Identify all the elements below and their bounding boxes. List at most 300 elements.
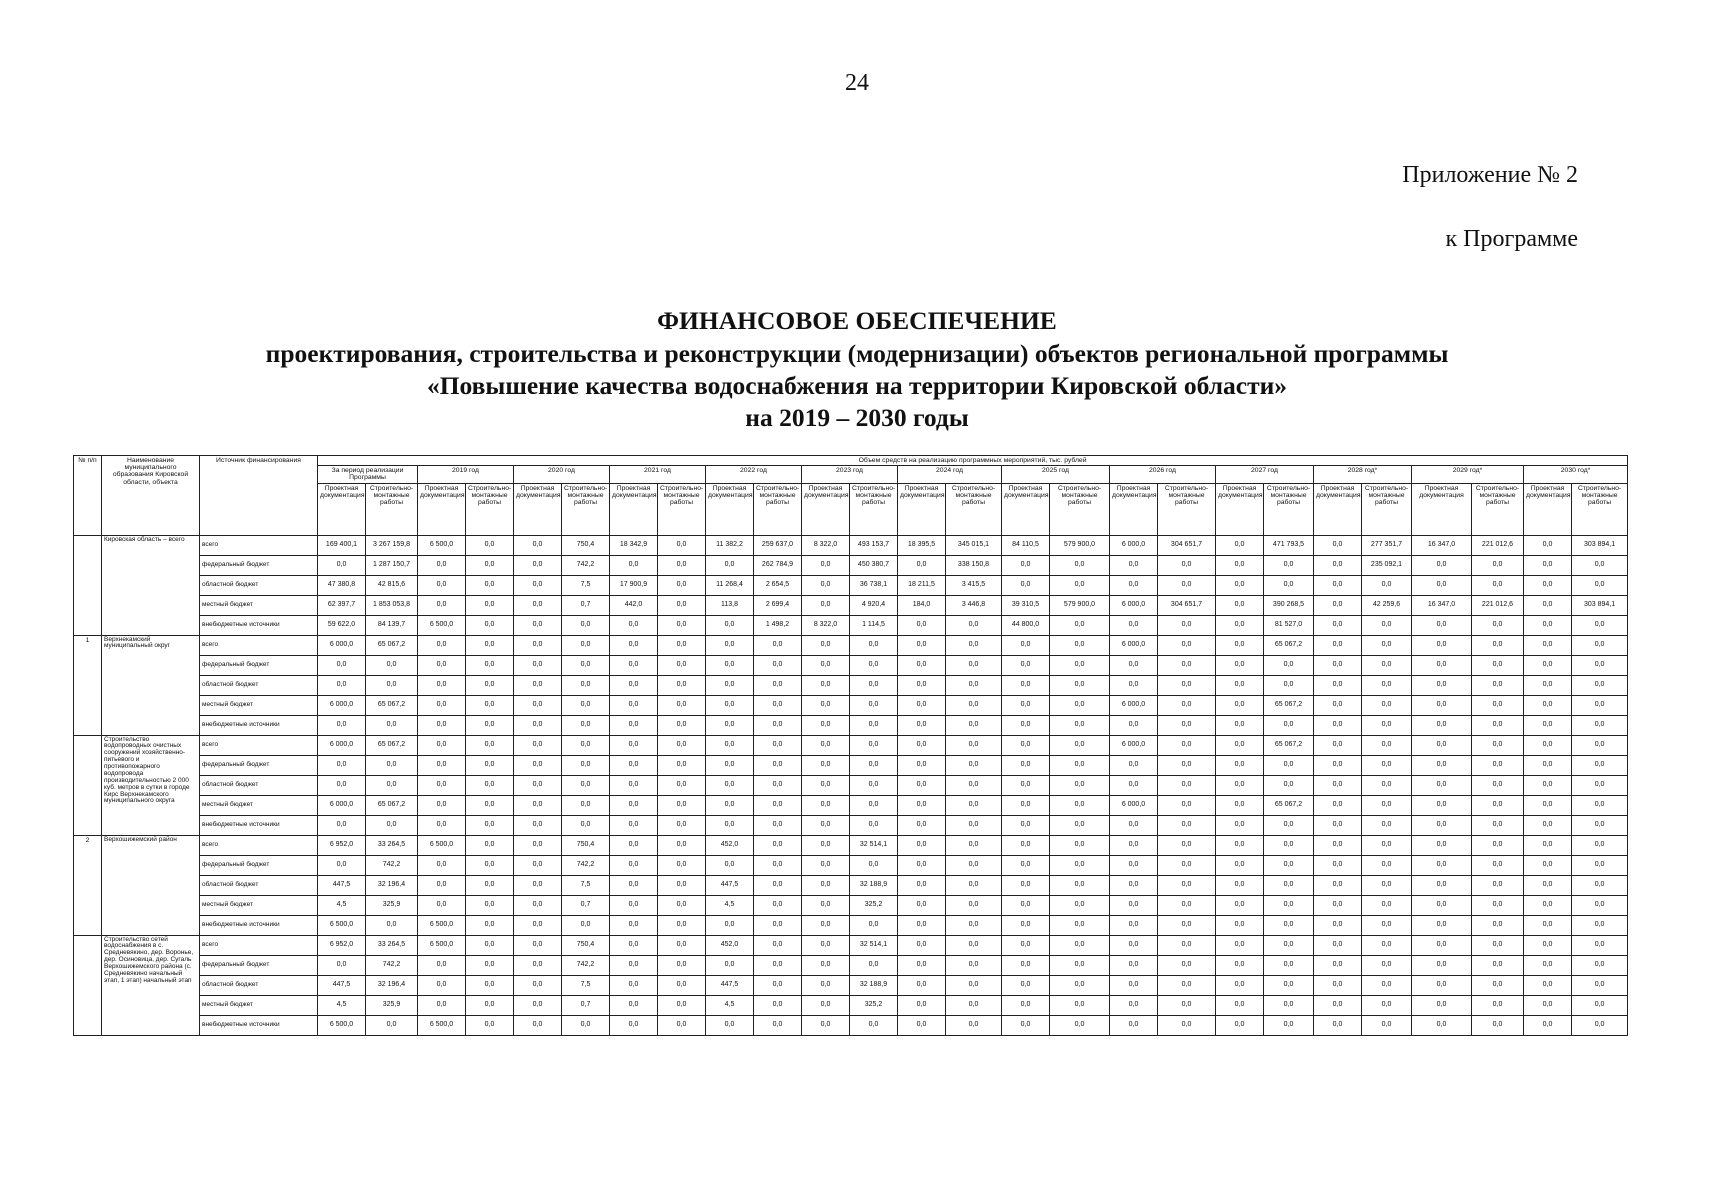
value-cell: 0,0	[1524, 535, 1572, 555]
value-cell: 0,0	[898, 895, 946, 915]
value-cell: 742,2	[366, 955, 418, 975]
value-cell: 0,0	[1314, 855, 1362, 875]
value-cell: 0,0	[418, 815, 466, 835]
value-cell: 0,0	[418, 975, 466, 995]
value-cell: 0,0	[1572, 655, 1628, 675]
value-cell: 1 498,2	[754, 615, 802, 635]
value-cell: 0,0	[1524, 875, 1572, 895]
value-cell: 0,0	[946, 755, 1002, 775]
value-cell: 0,0	[1314, 955, 1362, 975]
table-row	[74, 595, 1628, 615]
value-cell: 0,0	[1572, 775, 1628, 795]
value-cell: 0,0	[658, 615, 706, 635]
value-cell: 0,0	[1472, 855, 1524, 875]
value-cell: 0,0	[850, 855, 898, 875]
header-design-docs: Проектная документация	[318, 483, 366, 535]
value-cell: 0,0	[1412, 835, 1472, 855]
value-cell: 493 153,7	[850, 535, 898, 555]
value-cell: 0,0	[514, 935, 562, 955]
header-construction-works: Строительно-монтажные работы	[1362, 483, 1412, 535]
value-cell: 0,0	[706, 675, 754, 695]
value-cell: 0,0	[1524, 635, 1572, 655]
value-cell: 0,0	[1314, 775, 1362, 795]
value-cell: 0,0	[1314, 875, 1362, 895]
value-cell: 0,0	[754, 855, 802, 875]
value-cell: 0,0	[658, 915, 706, 935]
value-cell: 0,0	[1002, 675, 1050, 695]
header-construction-works: Строительно-монтажные работы	[658, 483, 706, 535]
header-number: № п/п	[74, 456, 102, 536]
value-cell: 0,0	[1314, 655, 1362, 675]
value-cell: 0,0	[1158, 695, 1216, 715]
value-cell: 0,0	[466, 955, 514, 975]
value-cell: 0,0	[850, 635, 898, 655]
value-cell: 0,0	[1524, 895, 1572, 915]
value-cell: 33 264,5	[366, 935, 418, 955]
value-cell: 0,0	[514, 575, 562, 595]
value-cell: 0,0	[1002, 635, 1050, 655]
value-cell: 39 310,5	[1002, 595, 1050, 615]
value-cell: 0,0	[1050, 895, 1110, 915]
value-cell: 0,0	[466, 535, 514, 555]
value-cell: 0,0	[1158, 815, 1216, 835]
value-cell: 0,0	[1412, 955, 1472, 975]
value-cell: 0,0	[1362, 915, 1412, 935]
value-cell: 0,0	[366, 755, 418, 775]
value-cell: 0,0	[1216, 795, 1264, 815]
value-cell: 0,0	[1002, 815, 1050, 835]
table-row	[74, 855, 1628, 875]
value-cell: 32 196,4	[366, 875, 418, 895]
value-cell: 0,0	[898, 795, 946, 815]
header-construction-works: Строительно-монтажные работы	[1572, 483, 1628, 535]
value-cell: 0,0	[754, 955, 802, 975]
value-cell: 0,0	[1216, 895, 1264, 915]
value-cell: 0,0	[946, 1015, 1002, 1035]
value-cell: 0,0	[318, 655, 366, 675]
value-cell: 0,0	[514, 555, 562, 575]
value-cell: 0,0	[1002, 895, 1050, 915]
value-cell: 0,0	[946, 935, 1002, 955]
value-cell: 442,0	[610, 595, 658, 615]
value-cell: 0,0	[418, 555, 466, 575]
value-cell: 0,0	[898, 915, 946, 935]
value-cell: 0,0	[466, 655, 514, 675]
value-cell: 0,0	[898, 975, 946, 995]
value-cell: 0,0	[1050, 735, 1110, 755]
value-cell: 338 150,8	[946, 555, 1002, 575]
value-cell: 0,0	[1524, 795, 1572, 815]
value-cell: 0,0	[1110, 755, 1158, 775]
value-cell: 0,0	[1524, 955, 1572, 975]
value-cell: 59 622,0	[318, 615, 366, 635]
header-construction-works: Строительно-монтажные работы	[850, 483, 898, 535]
value-cell: 18 395,5	[898, 535, 946, 555]
value-cell: 8 322,0	[802, 615, 850, 635]
value-cell: 0,0	[706, 655, 754, 675]
value-cell: 0,0	[1002, 915, 1050, 935]
value-cell: 0,0	[754, 795, 802, 815]
value-cell: 0,0	[418, 715, 466, 735]
value-cell: 0,0	[1216, 655, 1264, 675]
value-cell: 0,0	[466, 935, 514, 955]
value-cell: 0,0	[802, 975, 850, 995]
value-cell: 0,0	[318, 675, 366, 695]
value-cell: 0,0	[658, 835, 706, 855]
value-cell: 0,0	[318, 815, 366, 835]
value-cell: 0,0	[946, 895, 1002, 915]
value-cell: 0,0	[706, 1015, 754, 1035]
value-cell: 0,0	[1412, 915, 1472, 935]
value-cell: 0,0	[850, 755, 898, 775]
funding-source: местный бюджет	[200, 995, 318, 1015]
value-cell: 0,0	[1002, 835, 1050, 855]
value-cell: 6 000,0	[318, 735, 366, 755]
value-cell: 0,0	[802, 915, 850, 935]
value-cell: 0,0	[1264, 875, 1314, 895]
value-cell: 0,0	[898, 655, 946, 675]
value-cell: 0,0	[418, 775, 466, 795]
value-cell: 325,9	[366, 995, 418, 1015]
value-cell: 0,0	[802, 555, 850, 575]
value-cell: 36 738,1	[850, 575, 898, 595]
header-design-docs: Проектная документация	[1314, 483, 1362, 535]
value-cell: 0,0	[1002, 715, 1050, 735]
funding-source: областной бюджет	[200, 675, 318, 695]
value-cell: 0,0	[418, 675, 466, 695]
value-cell: 6 000,0	[318, 795, 366, 815]
value-cell: 0,0	[1572, 975, 1628, 995]
value-cell: 0,0	[418, 795, 466, 815]
value-cell: 42 259,6	[1362, 595, 1412, 615]
value-cell: 32 196,4	[366, 975, 418, 995]
group-name: Строительство сетей водоснабжения в с. Средневякино, дер. Воронье, дер. Осиновица, дер. Сугаль Верхошижемского района (с. Средневякино начальный этап, 1 этап) начальный этап	[102, 935, 200, 1035]
value-cell: 0,0	[1002, 975, 1050, 995]
value-cell: 0,0	[850, 795, 898, 815]
value-cell: 2 699,4	[754, 595, 802, 615]
value-cell: 325,9	[366, 895, 418, 915]
value-cell: 0,0	[318, 715, 366, 735]
value-cell: 0,0	[1572, 835, 1628, 855]
value-cell: 6 000,0	[318, 695, 366, 715]
value-cell: 0,0	[898, 935, 946, 955]
value-cell: 0,0	[1362, 715, 1412, 735]
value-cell: 0,0	[1314, 755, 1362, 775]
table-row	[74, 995, 1628, 1015]
value-cell: 0,0	[1216, 555, 1264, 575]
value-cell: 0,0	[1158, 555, 1216, 575]
appendix-label: Приложение № 2	[1402, 162, 1578, 188]
value-cell: 0,0	[1216, 675, 1264, 695]
value-cell: 0,0	[1472, 555, 1524, 575]
header-design-docs: Проектная документация	[1216, 483, 1264, 535]
value-cell: 0,0	[1314, 735, 1362, 755]
value-cell: 0,0	[946, 855, 1002, 875]
value-cell: 0,0	[610, 1015, 658, 1035]
value-cell: 0,0	[1216, 815, 1264, 835]
value-cell: 0,0	[1412, 1015, 1472, 1035]
value-cell: 0,0	[1216, 995, 1264, 1015]
value-cell: 0,0	[1412, 755, 1472, 775]
value-cell: 6 000,0	[1110, 595, 1158, 615]
value-cell: 0,0	[1314, 895, 1362, 915]
value-cell: 0,0	[1110, 1015, 1158, 1035]
value-cell: 0,7	[562, 595, 610, 615]
value-cell: 113,8	[706, 595, 754, 615]
value-cell: 0,0	[1216, 615, 1264, 635]
value-cell: 0,0	[1158, 915, 1216, 935]
value-cell: 0,0	[514, 595, 562, 615]
value-cell: 0,0	[1158, 855, 1216, 875]
value-cell: 0,0	[610, 935, 658, 955]
value-cell: 0,0	[898, 955, 946, 975]
value-cell: 0,0	[610, 715, 658, 735]
value-cell: 0,0	[658, 735, 706, 755]
value-cell: 0,0	[1412, 995, 1472, 1015]
value-cell: 0,0	[802, 1015, 850, 1035]
value-cell: 32 514,1	[850, 935, 898, 955]
value-cell: 0,0	[946, 615, 1002, 635]
group-number	[74, 935, 102, 1035]
table-row	[74, 615, 1628, 635]
value-cell: 0,0	[514, 695, 562, 715]
page-number: 24	[845, 70, 869, 96]
value-cell: 579 900,0	[1050, 595, 1110, 615]
value-cell: 0,0	[1524, 775, 1572, 795]
value-cell: 0,0	[1158, 735, 1216, 755]
value-cell: 0,0	[1362, 955, 1412, 975]
value-cell: 0,0	[1362, 1015, 1412, 1035]
value-cell: 0,0	[1314, 995, 1362, 1015]
group-number: 1	[74, 635, 102, 735]
value-cell: 0,0	[1572, 715, 1628, 735]
table-row	[74, 915, 1628, 935]
table-row	[74, 895, 1628, 915]
value-cell: 303 894,1	[1572, 535, 1628, 555]
value-cell: 0,0	[1472, 575, 1524, 595]
value-cell: 0,0	[658, 595, 706, 615]
value-cell: 6 500,0	[418, 915, 466, 935]
value-cell: 447,5	[706, 975, 754, 995]
value-cell: 0,0	[1110, 775, 1158, 795]
table-row	[74, 535, 1628, 555]
value-cell: 750,4	[562, 835, 610, 855]
value-cell: 0,0	[1362, 795, 1412, 815]
value-cell: 0,7	[562, 995, 610, 1015]
value-cell: 65 067,2	[366, 735, 418, 755]
value-cell: 0,0	[418, 575, 466, 595]
value-cell: 0,0	[1314, 575, 1362, 595]
value-cell: 750,4	[562, 535, 610, 555]
value-cell: 0,0	[706, 635, 754, 655]
value-cell: 0,0	[1002, 855, 1050, 875]
value-cell: 0,0	[1412, 715, 1472, 735]
value-cell: 32 188,9	[850, 875, 898, 895]
value-cell: 0,0	[1412, 895, 1472, 915]
value-cell: 0,0	[1472, 995, 1524, 1015]
value-cell: 0,0	[610, 635, 658, 655]
value-cell: 0,0	[610, 735, 658, 755]
value-cell: 0,0	[754, 695, 802, 715]
value-cell: 0,0	[1158, 755, 1216, 775]
value-cell: 0,0	[1314, 835, 1362, 855]
table-row	[74, 695, 1628, 715]
value-cell: 0,0	[1572, 695, 1628, 715]
value-cell: 0,0	[562, 675, 610, 695]
value-cell: 0,0	[1472, 835, 1524, 855]
header-period: 2024 год	[898, 466, 1002, 483]
value-cell: 0,0	[658, 775, 706, 795]
value-cell: 0,0	[1158, 875, 1216, 895]
value-cell: 0,0	[1572, 995, 1628, 1015]
header-period: 2021 год	[610, 466, 706, 483]
funding-source: федеральный бюджет	[200, 555, 318, 575]
value-cell: 0,0	[1362, 575, 1412, 595]
value-cell: 0,0	[1050, 675, 1110, 695]
value-cell: 0,0	[610, 655, 658, 675]
value-cell: 0,0	[318, 775, 366, 795]
value-cell: 742,2	[366, 855, 418, 875]
value-cell: 3 446,8	[946, 595, 1002, 615]
value-cell: 0,0	[562, 755, 610, 775]
value-cell: 0,0	[1110, 875, 1158, 895]
value-cell: 0,0	[1110, 955, 1158, 975]
value-cell: 0,0	[946, 995, 1002, 1015]
value-cell: 0,0	[946, 915, 1002, 935]
value-cell: 0,0	[1002, 735, 1050, 755]
funding-source: внебюджетные источники	[200, 815, 318, 835]
value-cell: 0,0	[610, 555, 658, 575]
value-cell: 0,0	[514, 995, 562, 1015]
group-name: Строительство водопроводных очистных сооружений хозяйственно-питьевого и противопожарного водопровода производительностью 2 000 куб. метров в сутки в городе Кирс Верхнекамского муниципального округа	[102, 735, 200, 835]
value-cell: 0,0	[1050, 555, 1110, 575]
value-cell: 0,0	[1362, 895, 1412, 915]
value-cell: 0,0	[466, 795, 514, 815]
value-cell: 0,0	[1158, 675, 1216, 695]
value-cell: 65 067,2	[366, 635, 418, 655]
value-cell: 0,0	[946, 975, 1002, 995]
value-cell: 0,0	[1362, 755, 1412, 775]
value-cell: 65 067,2	[366, 695, 418, 715]
value-cell: 0,0	[366, 675, 418, 695]
value-cell: 0,0	[1158, 995, 1216, 1015]
value-cell: 0,0	[754, 715, 802, 735]
value-cell: 0,0	[318, 555, 366, 575]
value-cell: 81 527,0	[1264, 615, 1314, 635]
value-cell: 0,0	[802, 715, 850, 735]
value-cell: 0,0	[610, 875, 658, 895]
value-cell: 0,0	[1412, 975, 1472, 995]
value-cell: 0,0	[466, 595, 514, 615]
value-cell: 0,0	[1362, 975, 1412, 995]
value-cell: 0,0	[1472, 1015, 1524, 1035]
value-cell: 0,0	[562, 655, 610, 675]
value-cell: 0,0	[1472, 775, 1524, 795]
value-cell: 0,0	[898, 995, 946, 1015]
value-cell: 0,0	[706, 815, 754, 835]
header-period: 2030 год*	[1524, 466, 1628, 483]
value-cell: 0,0	[1314, 675, 1362, 695]
value-cell: 62 397,7	[318, 595, 366, 615]
value-cell: 0,0	[1002, 755, 1050, 775]
value-cell: 0,0	[1264, 815, 1314, 835]
value-cell: 0,0	[1362, 835, 1412, 855]
value-cell: 0,0	[562, 1015, 610, 1035]
value-cell: 0,0	[1264, 955, 1314, 975]
value-cell: 0,0	[610, 755, 658, 775]
appendix-program-label: к Программе	[1445, 226, 1578, 252]
value-cell: 0,0	[1362, 935, 1412, 955]
value-cell: 0,0	[1158, 575, 1216, 595]
funding-source: федеральный бюджет	[200, 955, 318, 975]
value-cell: 0,0	[1216, 535, 1264, 555]
value-cell: 0,0	[1572, 575, 1628, 595]
value-cell: 277 351,7	[1362, 535, 1412, 555]
group-name: Верхнекамский муниципальный округ	[102, 635, 200, 735]
value-cell: 0,0	[706, 775, 754, 795]
value-cell: 17 900,9	[610, 575, 658, 595]
value-cell: 0,0	[514, 735, 562, 755]
value-cell: 0,0	[1264, 995, 1314, 1015]
value-cell: 0,0	[610, 895, 658, 915]
value-cell: 0,0	[1050, 1015, 1110, 1035]
value-cell: 0,0	[1216, 935, 1264, 955]
value-cell: 0,0	[1314, 635, 1362, 655]
value-cell: 0,0	[1110, 715, 1158, 735]
value-cell: 3 267 159,8	[366, 535, 418, 555]
value-cell: 0,0	[1050, 975, 1110, 995]
value-cell: 0,0	[1216, 875, 1264, 895]
value-cell: 0,0	[1216, 695, 1264, 715]
value-cell: 0,0	[1264, 915, 1314, 935]
value-cell: 0,0	[802, 995, 850, 1015]
value-cell: 0,0	[802, 735, 850, 755]
value-cell: 0,0	[1264, 675, 1314, 695]
value-cell: 0,0	[850, 915, 898, 935]
funding-source: областной бюджет	[200, 775, 318, 795]
value-cell: 742,2	[562, 855, 610, 875]
value-cell: 0,0	[1362, 635, 1412, 655]
table-row	[74, 1015, 1628, 1035]
value-cell: 447,5	[706, 875, 754, 895]
value-cell: 0,0	[466, 715, 514, 735]
value-cell: 0,0	[1524, 695, 1572, 715]
value-cell: 0,0	[802, 835, 850, 855]
value-cell: 0,0	[658, 815, 706, 835]
value-cell: 4 920,4	[850, 595, 898, 615]
value-cell: 16 347,0	[1412, 595, 1472, 615]
value-cell: 0,0	[754, 835, 802, 855]
value-cell: 0,0	[898, 675, 946, 695]
header-construction-works: Строительно-монтажные работы	[946, 483, 1002, 535]
group-number	[74, 735, 102, 835]
value-cell: 0,0	[898, 815, 946, 835]
value-cell: 0,0	[466, 675, 514, 695]
funding-source: местный бюджет	[200, 895, 318, 915]
value-cell: 0,0	[658, 975, 706, 995]
group-number	[74, 535, 102, 635]
document-title: ФИНАНСОВОЕ ОБЕСПЕЧЕНИЕ	[657, 306, 1057, 335]
header-row	[74, 456, 1628, 466]
table-row	[74, 675, 1628, 695]
table-row	[74, 755, 1628, 775]
header-period: 2022 год	[706, 466, 802, 483]
value-cell: 0,0	[1524, 815, 1572, 835]
value-cell: 345 015,1	[946, 535, 1002, 555]
value-cell: 0,0	[1472, 915, 1524, 935]
value-cell: 0,0	[366, 715, 418, 735]
value-cell: 0,0	[658, 935, 706, 955]
